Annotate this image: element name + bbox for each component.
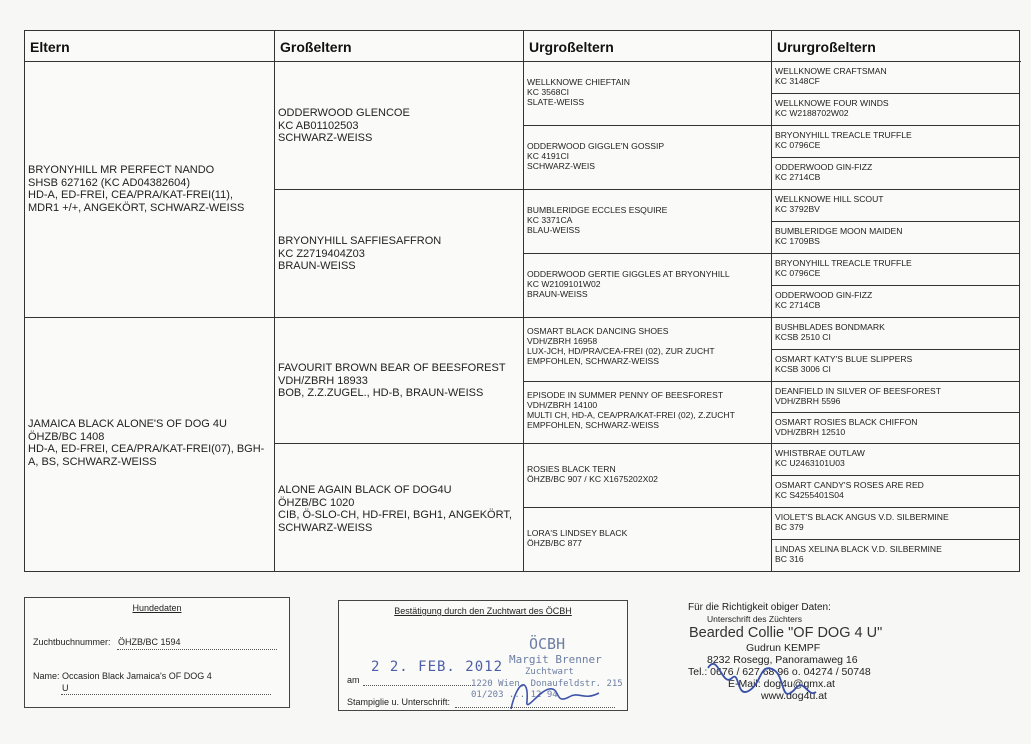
stamp-role: Zuchtwart (525, 667, 574, 677)
am-label: am (347, 675, 360, 685)
great-great-grandparent-13-text: WHISTBRAE OUTLAW KC U2463101U03 (775, 448, 865, 468)
great-great-grandparent-11 (772, 382, 1020, 413)
great-great-grandparent-12 (772, 413, 1020, 444)
breeder-signature (700, 648, 820, 710)
great-great-grandparent-15-text: VIOLET'S BLACK ANGUS V.D. SILBERMINE BC 379 (775, 512, 949, 532)
header-parents: Eltern (25, 31, 275, 62)
great-great-grandparent-5-text: WELLKNOWE HILL SCOUT KC 3792BV (775, 194, 884, 214)
parent-sire (25, 62, 275, 318)
great-grandparent-3 (524, 190, 772, 254)
breeder-kennel: Bearded Collie "OF DOG 4 U" (689, 625, 883, 641)
breeder-phone: Tel.: 0676 / 627 68 96 o. 04274 / 50748 (688, 666, 871, 678)
great-grandparent-6 (524, 382, 772, 444)
dog-data-title: Hundedaten (132, 603, 182, 613)
great-great-grandparent-2-text: WELLKNOWE FOUR WINDS KC W2188702W02 (775, 98, 889, 118)
great-great-grandparent-8 (772, 286, 1020, 318)
great-grandparent-5-text: OSMART BLACK DANCING SHOES VDH/ZBRH 16958 LUX-JCH, HD/PRA/CEA-FREI (02), ZUR ZUCHT EMPFOHLEN, SCHWARZ-WEISS (527, 326, 715, 366)
great-great-grandparent-5 (772, 190, 1020, 222)
great-great-grandparent-10 (772, 350, 1020, 382)
name-line (61, 694, 271, 695)
great-great-grandparent-16 (772, 540, 1020, 572)
great-great-grandparent-4-text: ODDERWOOD GIN-FIZZ KC 2714CB (775, 162, 873, 182)
stamp-org: ÖCBH (529, 635, 566, 653)
breeder-web: www.dog4u.at (761, 690, 827, 702)
stud-book-label: Zuchtbuchnummer: (33, 637, 111, 647)
great-grandparent-2-text: ODDERWOOD GIGGLE'N GOSSIP KC 4191CI SCHWARZ-WEIS (527, 141, 665, 171)
header-grandparents: Großeltern (275, 31, 524, 62)
grandparent-4 (275, 444, 524, 572)
stud-book-value: ÖHZB/BC 1594 (118, 637, 181, 647)
grandparent-2 (275, 190, 524, 318)
grandparent-3 (275, 318, 524, 444)
confirmation-box (338, 600, 628, 711)
stamp-address: 1220 Wien, Donaufeldstr. 215 (471, 679, 623, 689)
great-great-grandparent-9 (772, 318, 1020, 350)
great-great-grandparent-1 (772, 62, 1020, 94)
great-great-grandparent-16-text: LINDAS XELINA BLACK V.D. SILBERMINE BC 316 (775, 544, 942, 564)
parent-sire-text: BRYONYHILL MR PERFECT NANDO SHSB 627162 (KC AD04382604) HD-A, ED-FREI, CEA/PRA/KAT-FREI(11), MDR1 +/+, ANGEKÖRT, SCHWARZ-WEISS (28, 164, 245, 214)
great-grandparent-1 (524, 62, 772, 126)
grandparent-2-text: BRYONYHILL SAFFIESAFFRON KC Z2719404Z03 BRAUN-WEISS (278, 235, 442, 273)
great-grandparent-7-text: ROSIES BLACK TERN ÖHZB/BC 907 / KC X1675202X02 (527, 464, 658, 484)
great-great-grandparent-12-text: OSMART ROSIES BLACK CHIFFON VDH/ZBRH 12510 (775, 417, 918, 437)
breeder-intro: Für die Richtigkeit obiger Daten: (688, 602, 831, 613)
great-great-grandparent-11-text: DEANFIELD IN SILVER OF BEESFOREST VDH/ZBRH 5596 (775, 386, 942, 406)
header-great-grandparents: Urgroßeltern (524, 31, 772, 62)
grandparent-4-text: ALONE AGAIN BLACK OF DOG4U ÖHZB/BC 1020 CIB, Ö-SLO-CH, HD-FREI, BGH1, ANGEKÖRT, SCHWARZ-WEISS (278, 484, 512, 534)
great-great-grandparent-9-text: BUSHBLADES BONDMARK KCSB 2510 CI (775, 322, 885, 342)
breeder-email: E-Mail: dog4u@gmx.at (728, 678, 835, 690)
dog-data-box (24, 597, 290, 708)
great-grandparent-6-text: EPISODE IN SUMMER PENNY OF BEESFOREST VDH/ZBRH 14100 MULTI CH, HD-A, CEA/PRA/KAT-FREI (02), Z.ZUCHT EMPFOHLEN, SCHWARZ-WEISS (527, 390, 735, 430)
great-grandparent-3-text: BUMBLERIDGE ECCLES ESQUIRE KC 3371CA BLAU-WEISS (527, 205, 668, 235)
great-great-grandparent-7-text: BRYONYHILL TREACLE TRUFFLE KC 0796CE (775, 258, 912, 278)
great-great-grandparent-10-text: OSMART KATY'S BLUE SLIPPERS KCSB 3006 CI (775, 354, 913, 374)
parent-dam (25, 318, 275, 572)
header-great-great-grandparents: Ururgroßeltern (772, 31, 1021, 62)
great-grandparent-8 (524, 508, 772, 572)
great-great-grandparent-6-text: BUMBLERIDGE MOON MAIDEN KC 1709BS (775, 226, 903, 246)
date-stamp: 2 2. FEB. 2012 (371, 659, 504, 675)
great-great-grandparent-1-text: WELLKNOWE CRAFTSMAN KC 3148CF (775, 66, 887, 86)
zuchtwart-signature (499, 671, 609, 713)
breeder-sub: Unterschrift des Züchters (707, 614, 802, 624)
great-great-grandparent-6 (772, 222, 1020, 254)
great-great-grandparent-4 (772, 158, 1020, 190)
great-great-grandparent-2 (772, 94, 1020, 126)
great-grandparent-7 (524, 444, 772, 508)
grandparent-3-text: FAVOURIT BROWN BEAR OF BEESFOREST VDH/ZBRH 18933 BOB, Z.Z.ZUGEL., HD-B, BRAUN-WEISS (278, 362, 506, 400)
name-value: Occasion Black Jamaica's OF DOG 4 (62, 671, 212, 681)
stamp-phone: 01/203 ... 12 94 (471, 690, 558, 700)
great-grandparent-4-text: ODDERWOOD GERTIE GIGGLES AT BRYONYHILL KC W2109101W02 BRAUN-WEISS (527, 269, 730, 299)
stamp-name: Margit Brenner (509, 653, 602, 666)
great-great-grandparent-8-text: ODDERWOOD GIN-FIZZ KC 2714CB (775, 290, 873, 310)
great-great-grandparent-7 (772, 254, 1020, 286)
date-line (363, 685, 473, 686)
grandparent-1-text: ODDERWOOD GLENCOE KC AB01102503 SCHWARZ-WEISS (278, 107, 410, 145)
breeder-block (660, 600, 930, 712)
great-great-grandparent-14-text: OSMART CANDY'S ROSES ARE RED KC S4255401S04 (775, 480, 924, 500)
parent-dam-text: JAMAICA BLACK ALONE'S OF DOG 4U ÖHZB/BC 1408 HD-A, ED-FREI, CEA/PRA/KAT-FREI(07), BGH- A, BS, SCHWARZ-WEISS (28, 418, 265, 468)
signature-label: Stampiglie u. Unterschrift: (347, 697, 451, 707)
great-grandparent-8-text: LORA'S LINDSEY BLACK ÖHZB/BC 877 (527, 528, 628, 548)
stud-book-line (117, 649, 277, 650)
name-value-cont: U (62, 683, 69, 693)
breeder-address: 8232 Rosegg, Panoramaweg 16 (707, 654, 858, 666)
name-label: Name: (33, 671, 60, 681)
great-great-grandparent-13 (772, 444, 1020, 476)
pedigree-table (24, 30, 1020, 572)
great-grandparent-5 (524, 318, 772, 382)
great-great-grandparent-3 (772, 126, 1020, 158)
great-great-grandparent-14 (772, 476, 1020, 508)
great-grandparent-2 (524, 126, 772, 190)
great-grandparent-1-text: WELLKNOWE CHIEFTAIN KC 3568CI SLATE-WEISS (527, 77, 630, 107)
great-great-grandparent-15 (772, 508, 1020, 540)
grandparent-1 (275, 62, 524, 190)
breeder-owner: Gudrun KEMPF (746, 642, 821, 654)
great-great-grandparent-3-text: BRYONYHILL TREACLE TRUFFLE KC 0796CE (775, 130, 912, 150)
confirmation-title: Bestätigung durch den Zuchtwart des ÖCBH (394, 606, 572, 616)
great-grandparent-4 (524, 254, 772, 318)
